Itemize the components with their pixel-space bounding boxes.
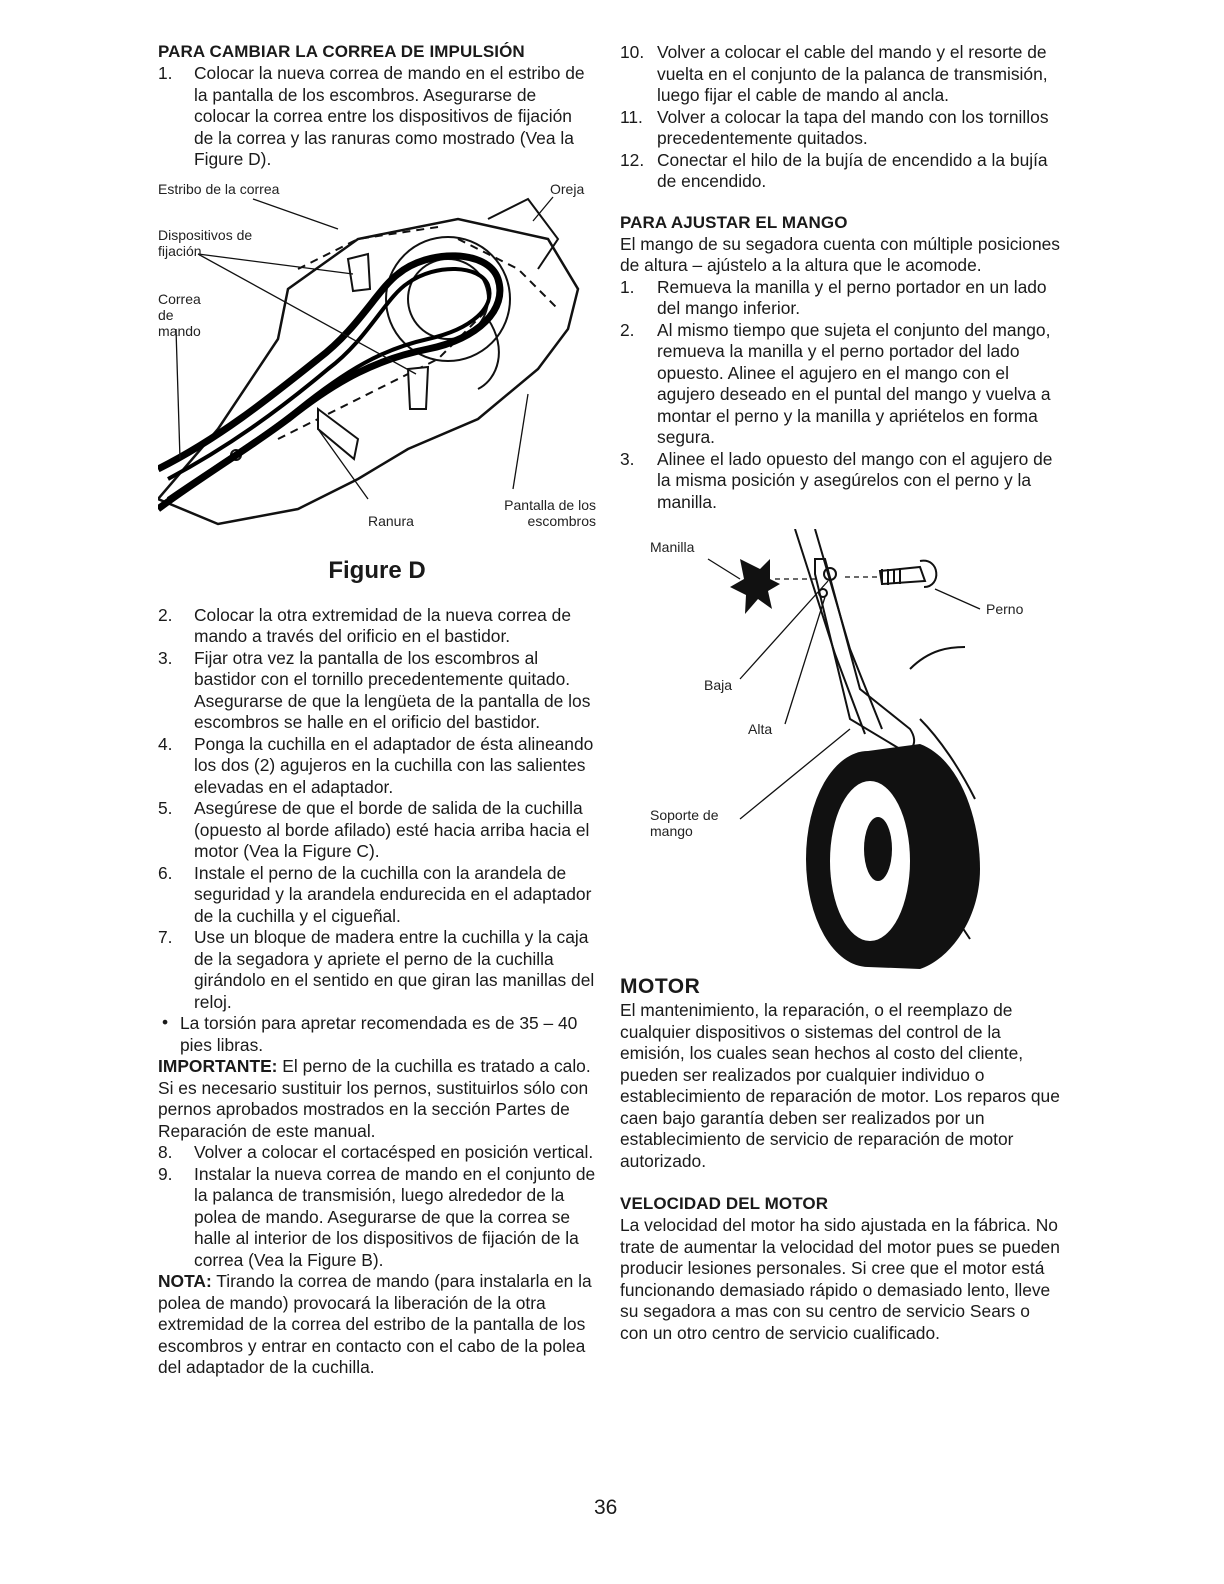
- label-perno: Perno: [986, 601, 1024, 617]
- label-pantalla: Pantalla de los escombros: [504, 496, 596, 529]
- step-number: 10.: [620, 42, 645, 62]
- list-item: [620, 320, 1060, 449]
- step-text: Remueva la manilla y el perno portador en un lado del mango inferior.: [657, 276, 1047, 318]
- list-item: [158, 648, 596, 734]
- list-item: [620, 277, 1060, 320]
- list-item: [158, 734, 596, 799]
- step-text: Instalar la nueva correa de mando en el conjunto de la palanca de transmisión, luego alrededor de la polea de mando. Asegurarse de que la correa se halle al interior de los dispositivos de fijación de la correa (Vea la Figure B).: [194, 1163, 596, 1270]
- step-number: 11.: [620, 106, 643, 127]
- step-number: 3.: [158, 647, 173, 668]
- step-text: Use un bloque de madera entre la cuchilla y la caja de la segadora y apriete el perno de la cuchilla girándolo en el sentido en que giran las manillas del reloj.: [194, 927, 595, 1012]
- nota-label: NOTA:: [158, 1271, 212, 1291]
- motor-text: El mantenimiento, la reparación, o el reemplazo de cualquier dispositivos o sistemas del control de la emisión, los cuales sean hechos al costo del cliente, pueden ser realizados por cualquier individuo o establecimiento de reparación de motor. Los reparos que caen bajo garantía deben ser realizados por un establecimiento de servicio de reparación de motor autorizado.: [620, 1000, 1060, 1171]
- steps-list-b: [158, 605, 596, 1014]
- step-number: 7.: [158, 927, 173, 947]
- heading-cambiar-correa: PARA CAMBIAR LA CORREA DE IMPULSIÓN: [158, 42, 525, 61]
- step-text: Colocar la nueva correa de mando en el estribo de la pantalla de los escombros. Asegurarse de colocar la correa entre los dispositivos de fijación de la correa y las ranuras como mostrado (Vea la Figure D).: [194, 63, 585, 169]
- list-item: [158, 798, 596, 863]
- heading-motor: MOTOR: [620, 975, 701, 998]
- step-number: 3.: [620, 448, 635, 469]
- step-number: 5.: [158, 798, 173, 818]
- velocidad-text: La velocidad del motor ha sido ajustada en la fábrica. No trate de aumentar la velocidad del motor pues se pueden producir lesiones personales. Si cree que el motor está funcionando demasiado rápido o demasiado lento, lleve su segadora a mas con su centro de servicio Sears o con un otro centro de servicio cualificado.: [620, 1215, 1060, 1343]
- step-text: Volver a colocar la tapa del mando con los tornillos precedentemente quitados.: [657, 106, 1049, 148]
- step-number: 1.: [158, 63, 173, 83]
- importante-label: IMPORTANTE:: [158, 1056, 278, 1076]
- step-number: 6.: [158, 862, 173, 883]
- importante-text: El perno de la cuchilla es tratado a calo. Si es necesario sustituir los pernos, sustituirlos sólo con pernos aprobados mostrados en la sección Partes de Reparación de este manual.: [158, 1056, 591, 1141]
- label-manilla: Manilla: [650, 539, 695, 555]
- torque-bullet: [158, 1013, 596, 1056]
- label-baja: Baja: [704, 677, 733, 693]
- label-correa: Correa de mando: [158, 290, 201, 339]
- step-text: Volver a colocar el cortacésped en posición vertical.: [194, 1142, 594, 1162]
- step-text: Fijar otra vez la pantalla de los escombros al bastidor con el tornillo precedentemente quitado. Asegurarse de que la lengüeta de la pantalla de los escombros se halle en el orificio del bastidor.: [194, 647, 591, 732]
- step-number: 12.: [620, 149, 645, 170]
- step-number: 1.: [620, 276, 635, 297]
- step-text: Conectar el hilo de la bujía de encendido a la bujía de encendido.: [657, 149, 1048, 191]
- step-number: 4.: [158, 733, 173, 754]
- heading-velocidad: VELOCIDAD DEL MOTOR: [620, 1194, 829, 1213]
- step-number: 2.: [620, 319, 635, 340]
- list-item: [158, 1142, 596, 1164]
- steps-list-a: [158, 63, 596, 171]
- label-soporte: Soporte de mango: [650, 807, 719, 839]
- step-number: 2.: [158, 604, 173, 625]
- step-text: Alinee el lado opuesto del mango con el agujero de la misma posición y asegúrelos con el perno y la manilla.: [657, 448, 1053, 512]
- label-estribo: Estribo de la correa: [158, 180, 280, 197]
- heading-ajustar-mango: PARA AJUSTAR EL MANGO: [620, 212, 848, 232]
- nota-paragraph: [158, 1271, 596, 1379]
- list-item: [620, 449, 1060, 514]
- nota-text: Tirando la correa de mando (para instalarla en la polea de mando) provocará la liberación de la otra extremidad de la correa del estribo de la pantalla de los escombros y entrar en contacto con el cabo de la polea del adaptador de la cuchilla.: [158, 1271, 592, 1377]
- page-number: 36: [594, 1496, 618, 1519]
- label-ranura: Ranura: [368, 512, 414, 529]
- handle-illustration: [620, 529, 1060, 969]
- figure-handle: [620, 529, 1060, 969]
- mango-intro: El mango de su segadora cuenta con múltiple posiciones de altura – ajústelo a la altura que le acomode.: [620, 233, 1060, 275]
- figure-d: [158, 179, 598, 549]
- step-text: Ponga la cuchilla en el adaptador de ésta alineando los dos (2) agujeros en la cuchilla con las salientes elevadas en el adaptador.: [194, 733, 594, 797]
- right-column: [620, 42, 1060, 1344]
- list-item: [620, 150, 1060, 193]
- steps-list-right: [620, 42, 1060, 193]
- list-item: [158, 605, 596, 648]
- step-text: Volver a colocar el cable del mando y el resorte de vuelta en el conjunto de la palanca de transmisión, luego fijar el cable de mando al ancla.: [657, 42, 1048, 105]
- list-item: [158, 1164, 596, 1272]
- step-text: Colocar la otra extremidad de la nueva correa de mando a través del orificio en el bastidor.: [194, 604, 572, 646]
- list-item: [158, 863, 596, 928]
- step-text: Al mismo tiempo que sujeta el conjunto del mango, remueva la manilla y el perno portador del lado opuesto. Alinee el agujero en el mango con el agujero deseado en el puntal del mango y vuelva a montar el perno y la manilla y apriételos en forma segura.: [657, 319, 1051, 447]
- label-dispositivos: Dispositivos de fijación: [158, 226, 253, 259]
- label-oreja: Oreja: [550, 180, 585, 197]
- list-item: [620, 107, 1060, 150]
- left-column: [158, 42, 596, 1379]
- list-item: [620, 42, 1060, 107]
- importante-paragraph: [158, 1056, 596, 1142]
- step-number: 9.: [158, 1163, 173, 1184]
- list-item: [158, 63, 596, 171]
- bullet-text: La torsión para apretar recomendada es de 35 – 40 pies libras.: [180, 1013, 578, 1055]
- step-text: Instale el perno de la cuchilla con la arandela de seguridad y la arandela endurecida en el adaptador de la cuchilla y el cigueñal.: [194, 862, 592, 926]
- label-alta: Alta: [748, 721, 773, 737]
- steps-list-c: [158, 1142, 596, 1271]
- step-number: 8.: [158, 1142, 173, 1162]
- bullet-dot: •: [162, 1012, 169, 1032]
- figure-d-caption: Figure D: [328, 556, 426, 584]
- step-text: Asegúrese de que el borde de salida de la cuchilla (opuesto al borde afilado) esté hacia arriba hacia el motor (Vea la Figure C).: [194, 798, 590, 861]
- mango-steps-list: [620, 277, 1060, 514]
- list-item: [158, 927, 596, 1013]
